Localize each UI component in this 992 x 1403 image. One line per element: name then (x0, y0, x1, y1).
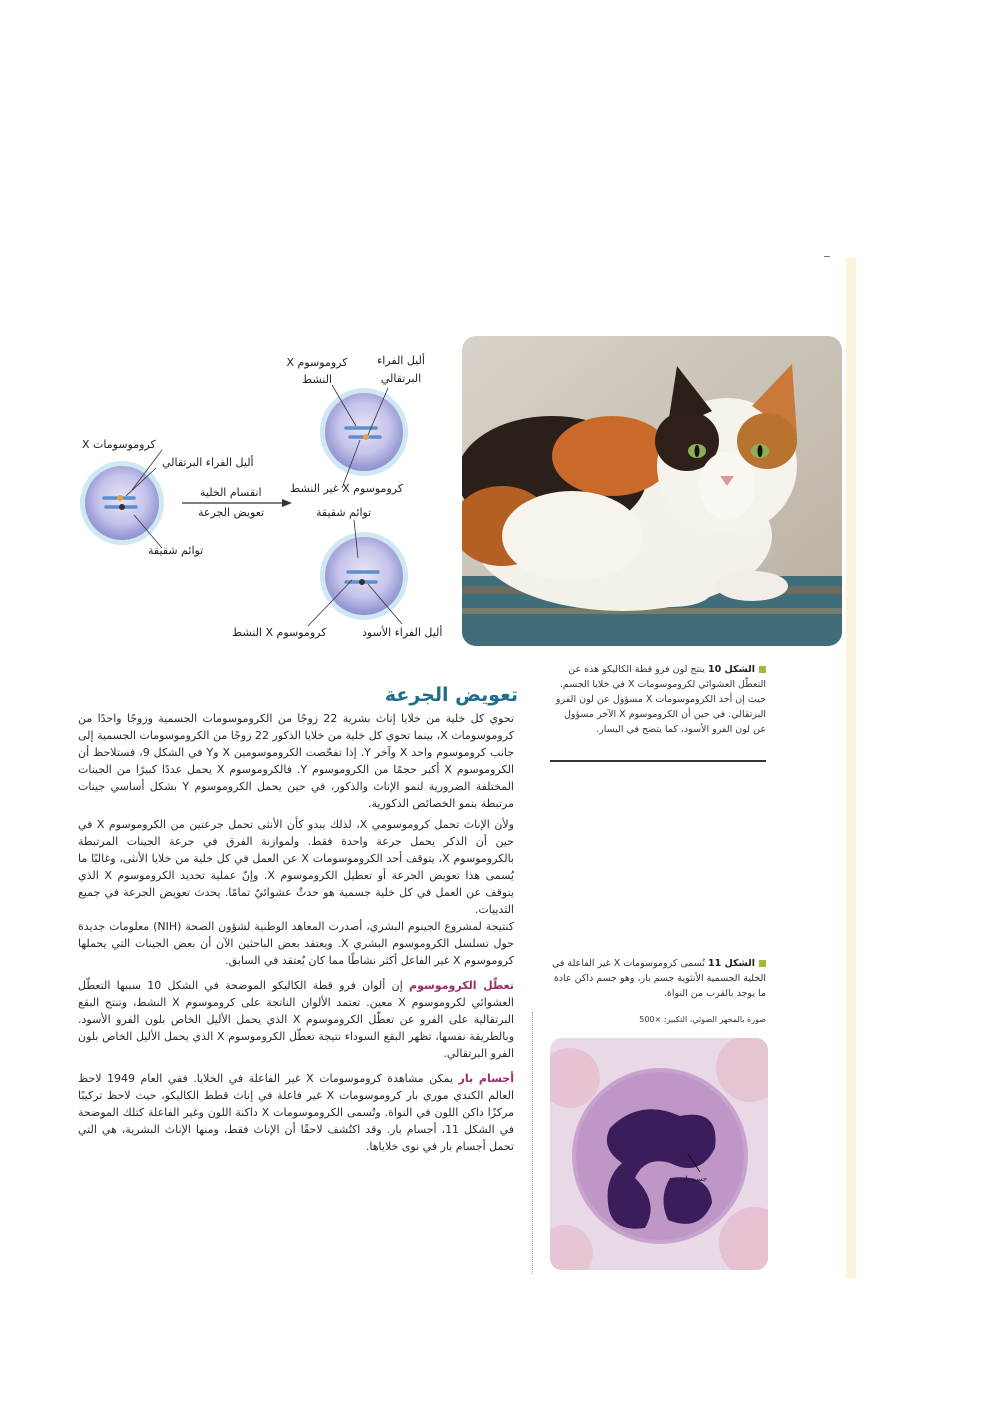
paragraph-5 (78, 1070, 514, 1155)
paragraph-2: ولأن الإناث تحمل كروموسومي X، لذلك يبدو كأن الأنثى تحمل جرعتين من الكروموسوم X في حين أن الذكر يحمل جرعة واحدة فقط. ولموازنة الفرق في جرعة الجينات المرتبطة بالكروموسوم X، يتوقف أحد الكروموسومات X عن العمل في كل خلية من خلايا الأنثى، وغالبًا ما يُسمى هذا تعويض الجرعة أو تعطيل الكروموسوم X. وإنّ عملية تحديد الكروموسوم X الذي يتوقف عن العمل في كل خلية جسمية هو حدثٌ عشوائيٌ تمامًا. يحدث تعويض الجرعة في جميع الثدييات. (78, 818, 514, 916)
label-orange-allele-left: أليل الفراء البرتقالي (162, 456, 254, 469)
page-mark (824, 256, 830, 257)
paragraph-1: تحوي كل خلية من خلايا إناث بشرية 22 زوجًا من الكروموسومات الجسمية وزوجًا واحدًا من كروموسومات X، بينما تحوي كل خلية من خلايا الذكور 22 زوجًا من الكروموسومات الجسمية إلى جانب كروموسوم واحد X وآخر Y. إذا تفحّصت الكروموسومين X وY في الشكل 9، فستلاحظ أن الكروموسوم X أكبر حجمًا من الكروموسوم Y. فالكروموسوم X يحمل عددًا كبيرًا من الجينات المختلفة الضرورية لنمو الإناث والذكور، في حين يحمل الكروموسوم Y بشكل أساسي جينات مرتبطة بنمو الخصائص الذكورية. (78, 712, 515, 810)
paragraph-4-text: إن ألوان فرو قطة الكاليكو الموضحة في الشكل 10 سببها التعطّل العشوائي لكروموسوم X معين. تعتمد الألوان الناتجة على كروموسوم X النشط، وتنتج البقع البرتقالية على الفرو عن تعطّل الكروموسوم X الذي يحمل الأليل الخاص بلون الفرو الأسود. وبالطريقة نفسها، تظهر البقع السوداء نتيجة تعطّل الكروموسوم X الذي يحمل الأليل الخاص بلون الفرو البرتقالي. (78, 979, 515, 1060)
caption-square-icon (759, 666, 766, 673)
micrograph-note: صورة بالمجهر الضوئي، التكبير: ×500 (639, 1015, 766, 1024)
figure10-caption (550, 662, 766, 737)
calico-cat-photo (462, 336, 842, 646)
label-sister-chromatids-mid: توائم شقيقة (316, 506, 372, 519)
label-orange-allele-top: أليل الفراء البرتقالي (377, 354, 425, 385)
label-active-x-bottom: كروموسوم X النشط (232, 626, 327, 639)
label-cell-division: انقسام الخلية (200, 486, 262, 499)
paragraph-4 (78, 977, 514, 1062)
figure10-rule (550, 760, 766, 762)
label-sister-chromatids-left: توائم شقيقة (148, 544, 204, 557)
article-body (78, 710, 514, 1155)
column-divider (532, 1012, 533, 1274)
label-dosage-compensation: تعويض الجرعة (198, 506, 265, 519)
label-active-x-top: كروموسوم X النشط (286, 356, 348, 386)
subhead-barr-bodies: أجسام بار (458, 1072, 515, 1085)
figure10-label: الشكل 10 (707, 664, 755, 675)
barr-body-micrograph (550, 1038, 768, 1270)
daughter-cell-bottom (320, 532, 408, 620)
figure11-label: الشكل 11 (707, 958, 755, 969)
label-inactive-x: كروموسوم X غير النشط (290, 482, 404, 495)
daughter-cell-top (320, 388, 408, 476)
figure11-caption (550, 956, 766, 1001)
barr-body-label: جسم بار (682, 1175, 707, 1183)
figure10-text: ينتج لون فرو قطة الكاليكو هذه عن التعطّل العشوائي لكروموسومات X في خلايا الجسم. حيث إن أحد الكروموسومات X مسؤول عن لون الفرو البرتقالي. في حين أن الكروموسوم X الآخر مسؤول عن لون الفرو الأسود، كما يتضح في اليسار. (555, 664, 766, 735)
caption-square-icon (759, 960, 766, 967)
article-heading: تعويض الجرعة (384, 684, 518, 706)
paragraph-5-text: يمكن مشاهدة كروموسومات X غير الفاعلة في الخلايا. ففي العام 1949 لاحظ العالم الكندي موري بار كروموسومات X غير فاعلة في إناث قطط الكاليكو، حيث لاحظ تركيبًا مركزًا داكن اللون في النواة. وتُسمى الكروموسومات X داكنة اللون وغير الفاعلة كتلك الموضحة في الشكل 11، أجسام بار. وقد اكتُشف لاحقًا أن الإناث فقط، ومنها الإناث البشرية، هي التي تحمل أجسام بار في نوى خلاياها. (78, 1072, 514, 1153)
paragraph-3: كنتيجة لمشروع الجينوم البشري، أصدرت المعاهد الوطنية لشؤون الصحة (NIH) معلومات جديدة حول تسلسل الكروموسوم البشري X. ويعتقد بعض الباحثين الآن أن بعض الجينات التي يحملها كروموسوم X غير الفاعل أكثر نشاطًا مما كان يُعتقد في السابق. (78, 920, 514, 967)
figure11-text: تُسمى كروموسومات X غير الفاعلة في الخلية الجسمية الأنثوية جسم بار، وهو جسم داكن عادة ما يوجد بالقرب من النواة. (551, 958, 766, 999)
parent-cell (80, 461, 164, 545)
page-edge-strip (846, 258, 856, 1278)
subhead-chromosome-inactivation: تعطّل الكروموسوم (409, 979, 514, 992)
label-x-chromosomes: كروموسومات X (82, 438, 156, 451)
label-black-allele: أليل الفراء الأسود (362, 626, 443, 639)
